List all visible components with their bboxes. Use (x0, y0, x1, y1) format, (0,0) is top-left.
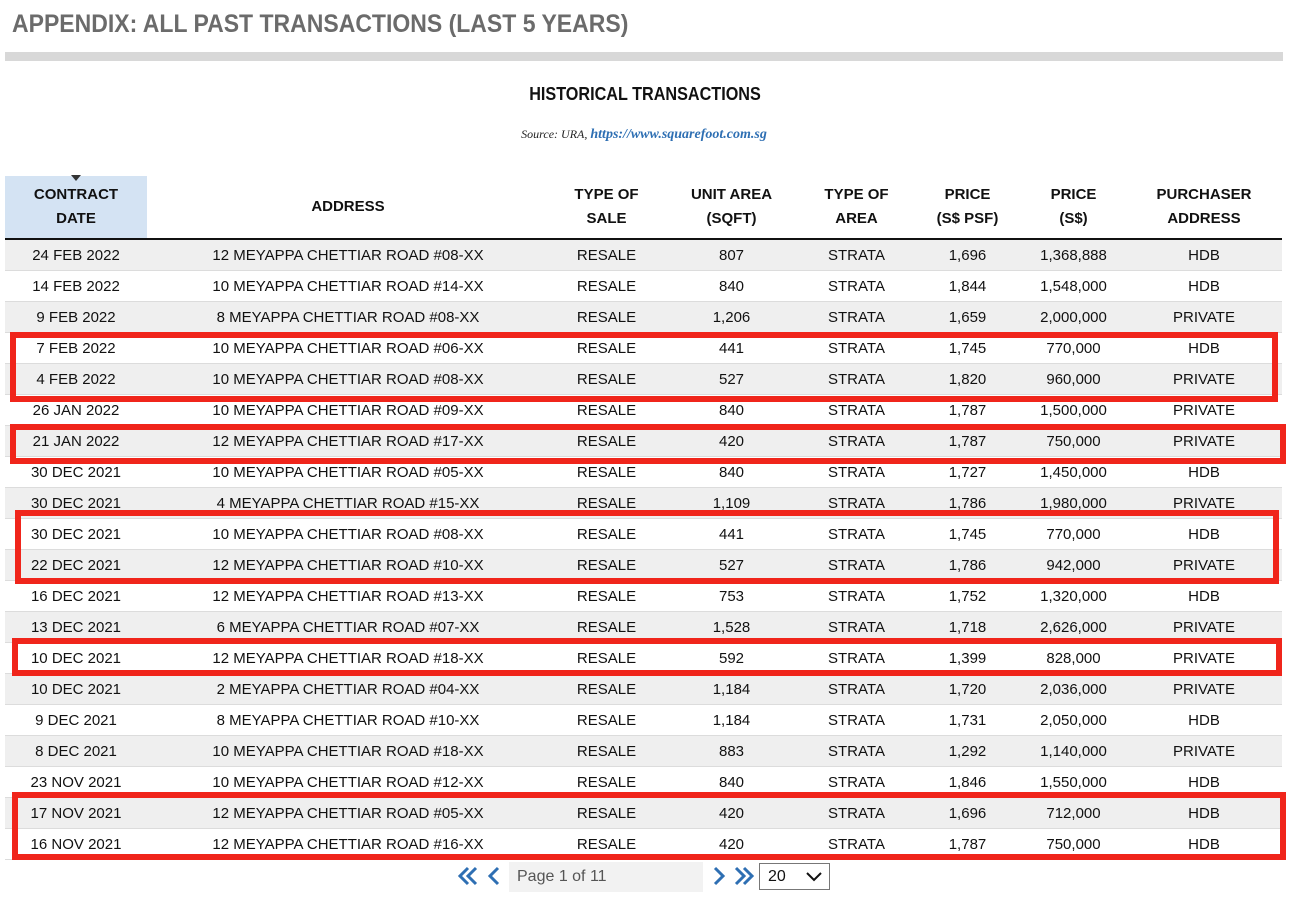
cell-type-of-area: STRATA (799, 674, 914, 705)
table-row (5, 302, 1282, 333)
cell-price-psf: 1,846 (914, 767, 1021, 798)
cell-type-of-sale: RESALE (549, 581, 664, 612)
table-title: HISTORICAL TRANSACTIONS (529, 84, 761, 104)
table-row (5, 333, 1282, 364)
cell-unit-area: 753 (664, 581, 799, 612)
cell-type-of-sale: RESALE (549, 612, 664, 643)
cell-purchaser-address: PRIVATE (1126, 302, 1282, 333)
cell-price: 712,000 (1021, 798, 1126, 829)
table-row (5, 581, 1282, 612)
cell-type-of-sale: RESALE (549, 426, 664, 457)
cell-price-psf: 1,786 (914, 550, 1021, 581)
cell-type-of-area: STRATA (799, 829, 914, 860)
cell-unit-area: 1,528 (664, 612, 799, 643)
cell-address: 12 MEYAPPA CHETTIAR ROAD #08-XX (147, 239, 549, 271)
cell-type-of-sale: RESALE (549, 705, 664, 736)
cell-unit-area: 1,206 (664, 302, 799, 333)
source-line (0, 127, 1288, 143)
cell-price: 2,050,000 (1021, 705, 1126, 736)
cell-address: 10 MEYAPPA CHETTIAR ROAD #08-XX (147, 519, 549, 550)
cell-price: 1,550,000 (1021, 767, 1126, 798)
cell-price-psf: 1,718 (914, 612, 1021, 643)
cell-price-psf: 1,292 (914, 736, 1021, 767)
cell-type-of-sale: RESALE (549, 736, 664, 767)
cell-type-of-sale: RESALE (549, 519, 664, 550)
first-page-button[interactable] (456, 861, 480, 891)
table-row (5, 426, 1282, 457)
cell-price: 770,000 (1021, 333, 1126, 364)
cell-unit-area: 420 (664, 426, 799, 457)
cell-price: 1,980,000 (1021, 488, 1126, 519)
double-chevron-right-icon (733, 866, 755, 886)
cell-type-of-sale: RESALE (549, 457, 664, 488)
cell-type-of-area: STRATA (799, 395, 914, 426)
cell-contract-date: 22 DEC 2021 (5, 550, 147, 581)
cell-price-psf: 1,787 (914, 395, 1021, 426)
cell-type-of-sale: RESALE (549, 302, 664, 333)
previous-page-button[interactable] (482, 861, 506, 891)
column-header-line2: AREA (835, 210, 878, 227)
cell-address: 12 MEYAPPA CHETTIAR ROAD #17-XX (147, 426, 549, 457)
chevron-right-icon (712, 866, 726, 886)
column-header-line1: ADDRESS (311, 198, 385, 215)
cell-price: 1,368,888 (1021, 239, 1126, 271)
cell-type-of-sale: RESALE (549, 395, 664, 426)
chevron-left-icon (487, 866, 501, 886)
column-header-purchaser-address[interactable] (1126, 176, 1282, 239)
cell-contract-date: 17 NOV 2021 (5, 798, 147, 829)
cell-address: 12 MEYAPPA CHETTIAR ROAD #10-XX (147, 550, 549, 581)
cell-address: 8 MEYAPPA CHETTIAR ROAD #08-XX (147, 302, 549, 333)
cell-contract-date: 10 DEC 2021 (5, 643, 147, 674)
last-page-button[interactable] (732, 861, 756, 891)
cell-unit-area: 441 (664, 333, 799, 364)
column-header-line1: TYPE OF (824, 186, 889, 203)
cell-price: 1,140,000 (1021, 736, 1126, 767)
cell-address: 8 MEYAPPA CHETTIAR ROAD #10-XX (147, 705, 549, 736)
table-row (5, 550, 1282, 581)
cell-purchaser-address: PRIVATE (1126, 550, 1282, 581)
column-header-line1: PURCHASER (1156, 186, 1252, 203)
cell-contract-date: 30 DEC 2021 (5, 519, 147, 550)
cell-price: 750,000 (1021, 829, 1126, 860)
table-row (5, 364, 1282, 395)
cell-type-of-area: STRATA (799, 364, 914, 395)
cell-contract-date: 21 JAN 2022 (5, 426, 147, 457)
pagination-bar (0, 861, 1302, 891)
cell-price: 2,036,000 (1021, 674, 1126, 705)
cell-purchaser-address: PRIVATE (1126, 364, 1282, 395)
cell-price: 1,548,000 (1021, 271, 1126, 302)
cell-address: 10 MEYAPPA CHETTIAR ROAD #12-XX (147, 767, 549, 798)
column-header-line2: SALE (586, 210, 627, 227)
table-body (5, 239, 1282, 860)
column-header-line1: TYPE OF (574, 186, 639, 203)
cell-type-of-area: STRATA (799, 519, 914, 550)
cell-unit-area: 840 (664, 767, 799, 798)
cell-address: 10 MEYAPPA CHETTIAR ROAD #18-XX (147, 736, 549, 767)
cell-contract-date: 30 DEC 2021 (5, 488, 147, 519)
cell-purchaser-address: HDB (1126, 271, 1282, 302)
column-header-address[interactable] (147, 176, 549, 239)
cell-type-of-area: STRATA (799, 705, 914, 736)
cell-contract-date: 9 FEB 2022 (5, 302, 147, 333)
cell-type-of-area: STRATA (799, 767, 914, 798)
cell-type-of-area: STRATA (799, 612, 914, 643)
cell-purchaser-address: PRIVATE (1126, 426, 1282, 457)
column-header-line1: PRICE (1050, 186, 1097, 203)
cell-price-psf: 1,745 (914, 333, 1021, 364)
column-header-line2: (S$) (1059, 210, 1088, 227)
cell-purchaser-address: HDB (1126, 239, 1282, 271)
table-row (5, 767, 1282, 798)
cell-type-of-area: STRATA (799, 581, 914, 612)
cell-purchaser-address: HDB (1126, 519, 1282, 550)
table-row (5, 395, 1282, 426)
page-number-input[interactable]: Page 1 of 11 (509, 862, 703, 892)
cell-type-of-area: STRATA (799, 333, 914, 364)
cell-price-psf: 1,787 (914, 426, 1021, 457)
double-chevron-left-icon (457, 866, 479, 886)
column-header-line2: DATE (56, 210, 96, 227)
cell-price-psf: 1,696 (914, 239, 1021, 271)
cell-unit-area: 527 (664, 550, 799, 581)
cell-address: 4 MEYAPPA CHETTIAR ROAD #15-XX (147, 488, 549, 519)
cell-contract-date: 16 NOV 2021 (5, 829, 147, 860)
cell-type-of-area: STRATA (799, 488, 914, 519)
cell-type-of-sale: RESALE (549, 364, 664, 395)
cell-purchaser-address: HDB (1126, 457, 1282, 488)
table-row (5, 736, 1282, 767)
cell-price-psf: 1,752 (914, 581, 1021, 612)
table-row (5, 705, 1282, 736)
cell-type-of-sale: RESALE (549, 239, 664, 271)
cell-price: 2,626,000 (1021, 612, 1126, 643)
table-row (5, 457, 1282, 488)
cell-price-psf: 1,820 (914, 364, 1021, 395)
cell-unit-area: 840 (664, 395, 799, 426)
cell-price: 2,000,000 (1021, 302, 1126, 333)
chevron-down-icon (805, 870, 823, 884)
cell-price-psf: 1,659 (914, 302, 1021, 333)
cell-contract-date: 23 NOV 2021 (5, 767, 147, 798)
cell-price-psf: 1,399 (914, 643, 1021, 674)
cell-price: 750,000 (1021, 426, 1126, 457)
cell-type-of-sale: RESALE (549, 674, 664, 705)
page-title: APPENDIX: ALL PAST TRANSACTIONS (LAST 5 YEARS) (12, 10, 629, 38)
cell-price: 1,500,000 (1021, 395, 1126, 426)
column-header-price-psf[interactable] (914, 176, 1021, 239)
cell-purchaser-address: PRIVATE (1126, 674, 1282, 705)
cell-address: 10 MEYAPPA CHETTIAR ROAD #06-XX (147, 333, 549, 364)
column-header-line1: UNIT AREA (690, 186, 773, 203)
cell-type-of-sale: RESALE (549, 333, 664, 364)
source-link[interactable]: https://www.squarefoot.com.sg (590, 127, 767, 142)
cell-address: 12 MEYAPPA CHETTIAR ROAD #18-XX (147, 643, 549, 674)
cell-unit-area: 592 (664, 643, 799, 674)
cell-type-of-sale: RESALE (549, 643, 664, 674)
table-row (5, 239, 1282, 271)
cell-contract-date: 8 DEC 2021 (5, 736, 147, 767)
cell-address: 12 MEYAPPA CHETTIAR ROAD #05-XX (147, 798, 549, 829)
cell-unit-area: 840 (664, 271, 799, 302)
column-header-line1: PRICE (944, 186, 991, 203)
cell-type-of-sale: RESALE (549, 829, 664, 860)
table-row (5, 612, 1282, 643)
cell-purchaser-address: HDB (1126, 333, 1282, 364)
column-header-line2: (SQFT) (706, 210, 757, 227)
transactions-table (5, 176, 1282, 860)
column-header-line2: (S$ PSF) (936, 210, 999, 227)
cell-address: 12 MEYAPPA CHETTIAR ROAD #16-XX (147, 829, 549, 860)
cell-unit-area: 1,184 (664, 705, 799, 736)
cell-price: 1,320,000 (1021, 581, 1126, 612)
table-header-row (5, 176, 1282, 239)
cell-purchaser-address: HDB (1126, 581, 1282, 612)
cell-type-of-area: STRATA (799, 426, 914, 457)
cell-type-of-area: STRATA (799, 457, 914, 488)
sort-descending-icon (71, 175, 81, 181)
cell-type-of-area: STRATA (799, 271, 914, 302)
column-header-line1: CONTRACT (33, 186, 119, 203)
cell-contract-date: 16 DEC 2021 (5, 581, 147, 612)
table-row (5, 519, 1282, 550)
title-divider (5, 52, 1283, 61)
cell-type-of-area: STRATA (799, 550, 914, 581)
cell-price: 942,000 (1021, 550, 1126, 581)
cell-type-of-area: STRATA (799, 302, 914, 333)
cell-unit-area: 1,184 (664, 674, 799, 705)
cell-price-psf: 1,696 (914, 798, 1021, 829)
table-row (5, 488, 1282, 519)
cell-price-psf: 1,786 (914, 488, 1021, 519)
cell-type-of-sale: RESALE (549, 798, 664, 829)
cell-type-of-area: STRATA (799, 239, 914, 271)
page-size-select[interactable] (759, 863, 830, 890)
cell-unit-area: 1,109 (664, 488, 799, 519)
cell-type-of-area: STRATA (799, 643, 914, 674)
cell-price-psf: 1,720 (914, 674, 1021, 705)
cell-address: 10 MEYAPPA CHETTIAR ROAD #09-XX (147, 395, 549, 426)
cell-contract-date: 9 DEC 2021 (5, 705, 147, 736)
cell-price-psf: 1,787 (914, 829, 1021, 860)
column-header-type-of-area[interactable] (799, 176, 914, 239)
cell-purchaser-address: PRIVATE (1126, 612, 1282, 643)
table-row (5, 829, 1282, 860)
cell-purchaser-address: PRIVATE (1126, 395, 1282, 426)
cell-type-of-sale: RESALE (549, 767, 664, 798)
cell-contract-date: 13 DEC 2021 (5, 612, 147, 643)
cell-unit-area: 441 (664, 519, 799, 550)
cell-address: 10 MEYAPPA CHETTIAR ROAD #08-XX (147, 364, 549, 395)
table-row (5, 643, 1282, 674)
cell-address: 2 MEYAPPA CHETTIAR ROAD #04-XX (147, 674, 549, 705)
cell-purchaser-address: PRIVATE (1126, 488, 1282, 519)
cell-unit-area: 420 (664, 798, 799, 829)
cell-address: 10 MEYAPPA CHETTIAR ROAD #05-XX (147, 457, 549, 488)
cell-type-of-sale: RESALE (549, 488, 664, 519)
page-size-value: 20 (768, 867, 786, 885)
cell-purchaser-address: HDB (1126, 798, 1282, 829)
cell-price: 1,450,000 (1021, 457, 1126, 488)
cell-purchaser-address: PRIVATE (1126, 643, 1282, 674)
cell-contract-date: 24 FEB 2022 (5, 239, 147, 271)
cell-address: 6 MEYAPPA CHETTIAR ROAD #07-XX (147, 612, 549, 643)
cell-address: 12 MEYAPPA CHETTIAR ROAD #13-XX (147, 581, 549, 612)
cell-type-of-sale: RESALE (549, 550, 664, 581)
next-page-button[interactable] (707, 861, 731, 891)
cell-purchaser-address: PRIVATE (1126, 736, 1282, 767)
cell-unit-area: 883 (664, 736, 799, 767)
cell-price-psf: 1,731 (914, 705, 1021, 736)
cell-unit-area: 527 (664, 364, 799, 395)
cell-address: 10 MEYAPPA CHETTIAR ROAD #14-XX (147, 271, 549, 302)
table-row (5, 674, 1282, 705)
column-header-contract-date[interactable] (5, 176, 147, 239)
cell-contract-date: 30 DEC 2021 (5, 457, 147, 488)
cell-contract-date: 7 FEB 2022 (5, 333, 147, 364)
source-prefix: Source: URA, (521, 127, 588, 141)
cell-unit-area: 840 (664, 457, 799, 488)
cell-price-psf: 1,745 (914, 519, 1021, 550)
cell-price: 828,000 (1021, 643, 1126, 674)
cell-price-psf: 1,844 (914, 271, 1021, 302)
cell-price-psf: 1,727 (914, 457, 1021, 488)
cell-price: 770,000 (1021, 519, 1126, 550)
table-row (5, 798, 1282, 829)
column-header-line2: ADDRESS (1167, 210, 1241, 227)
cell-type-of-sale: RESALE (549, 271, 664, 302)
column-header-type-of-sale[interactable] (549, 176, 664, 239)
cell-contract-date: 10 DEC 2021 (5, 674, 147, 705)
cell-purchaser-address: HDB (1126, 705, 1282, 736)
cell-price: 960,000 (1021, 364, 1126, 395)
cell-unit-area: 420 (664, 829, 799, 860)
cell-contract-date: 4 FEB 2022 (5, 364, 147, 395)
cell-purchaser-address: HDB (1126, 829, 1282, 860)
cell-contract-date: 26 JAN 2022 (5, 395, 147, 426)
cell-type-of-area: STRATA (799, 736, 914, 767)
cell-type-of-area: STRATA (799, 798, 914, 829)
cell-purchaser-address: HDB (1126, 767, 1282, 798)
column-header-unit-area[interactable] (664, 176, 799, 239)
cell-contract-date: 14 FEB 2022 (5, 271, 147, 302)
cell-unit-area: 807 (664, 239, 799, 271)
column-header-price[interactable] (1021, 176, 1126, 239)
table-row (5, 271, 1282, 302)
